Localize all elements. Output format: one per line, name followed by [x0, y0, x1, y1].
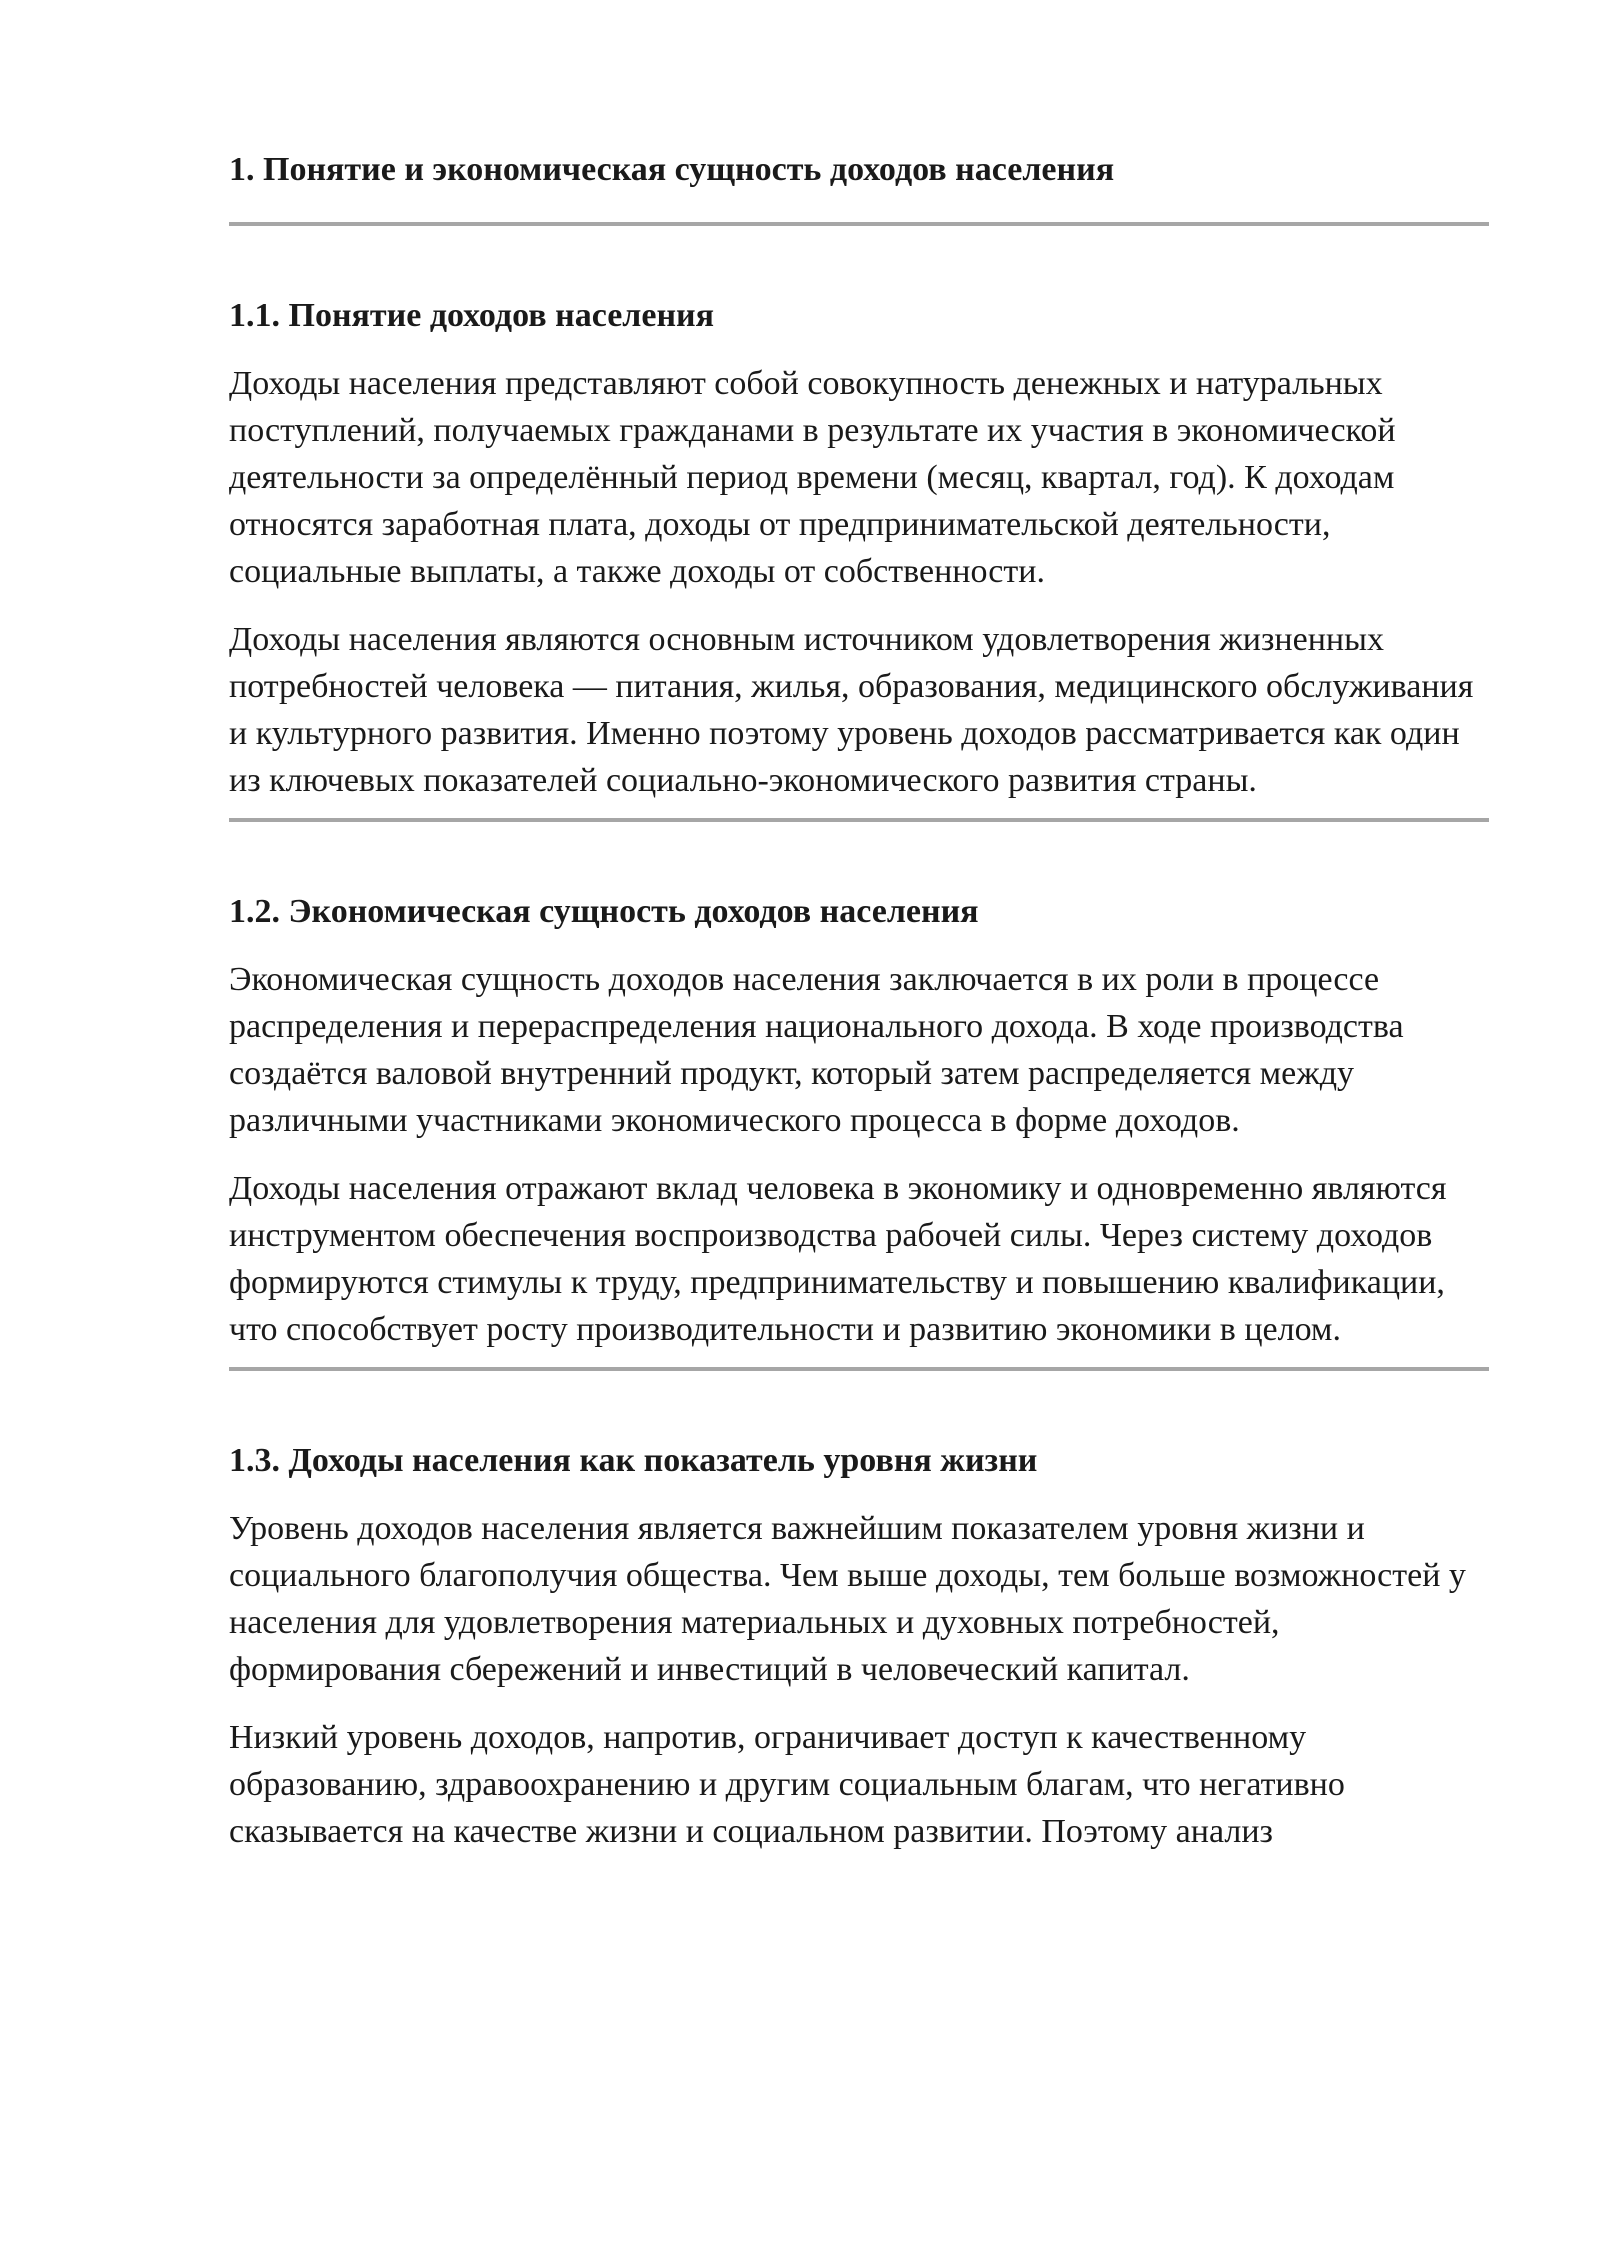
section-heading: 1.3. Доходы населения как показатель уровня жизни	[229, 1442, 1038, 1479]
paragraph: Уровень доходов населения является важнейшим показателем уровня жизни и социального благополучия общества. Чем выше доходы, тем больше возможностей у населения для удовлетворения материальных и духовных потребностей, формирования сбережений и инвестиций в человеческий капитал.	[229, 1510, 1466, 1688]
section-heading: 1.1. Понятие доходов населения	[229, 297, 715, 334]
section-divider	[229, 818, 1489, 822]
section-1-3	[229, 1439, 1489, 1855]
paragraph: Доходы населения являются основным источником удовлетворения жизненных потребностей человека — питания, жилья, образования, медицинского обслуживания и культурного развития. Именно поэтому уровень доходов рассматривается как один из ключевых показателей социально-экономического развития страны.	[229, 621, 1474, 799]
document-title: 1. Понятие и экономическая сущность доходов населения	[229, 151, 1115, 188]
section-1-1	[229, 294, 1489, 822]
paragraph: Экономическая сущность доходов населения заключается в их роли в процессе распределения и перераспределения национального дохода. В ходе производства создаётся валовой внутренний продукт, который затем распределяется между различными участниками экономического процесса в форме доходов.	[229, 961, 1404, 1139]
section-divider	[229, 1367, 1489, 1371]
section-heading: 1.2. Экономическая сущность доходов населения	[229, 893, 979, 930]
paragraph: Доходы населения отражают вклад человека в экономику и одновременно являются инструментом обеспечения воспроизводства рабочей силы. Через систему доходов формируются стимулы к труду, предпринимательству и повышению квалификации, что способствует росту производительности и развитию экономики в целом.	[229, 1170, 1447, 1348]
section-divider	[229, 222, 1489, 226]
document-page	[229, 148, 1489, 1855]
paragraph: Доходы населения представляют собой совокупность денежных и натуральных поступлений, получаемых гражданами в результате их участия в экономической деятельности за определённый период времени (месяц, квартал, год). К доходам относятся заработная плата, доходы от предпринимательской деятельности, социальные выплаты, а также доходы от собственности.	[229, 365, 1396, 590]
section-1-2	[229, 890, 1489, 1371]
paragraph: Низкий уровень доходов, напротив, ограничивает доступ к качественному образованию, здравоохранению и другим социальным благам, что негативно сказывается на качестве жизни и социальном развитии. Поэтому анализ	[229, 1719, 1345, 1850]
